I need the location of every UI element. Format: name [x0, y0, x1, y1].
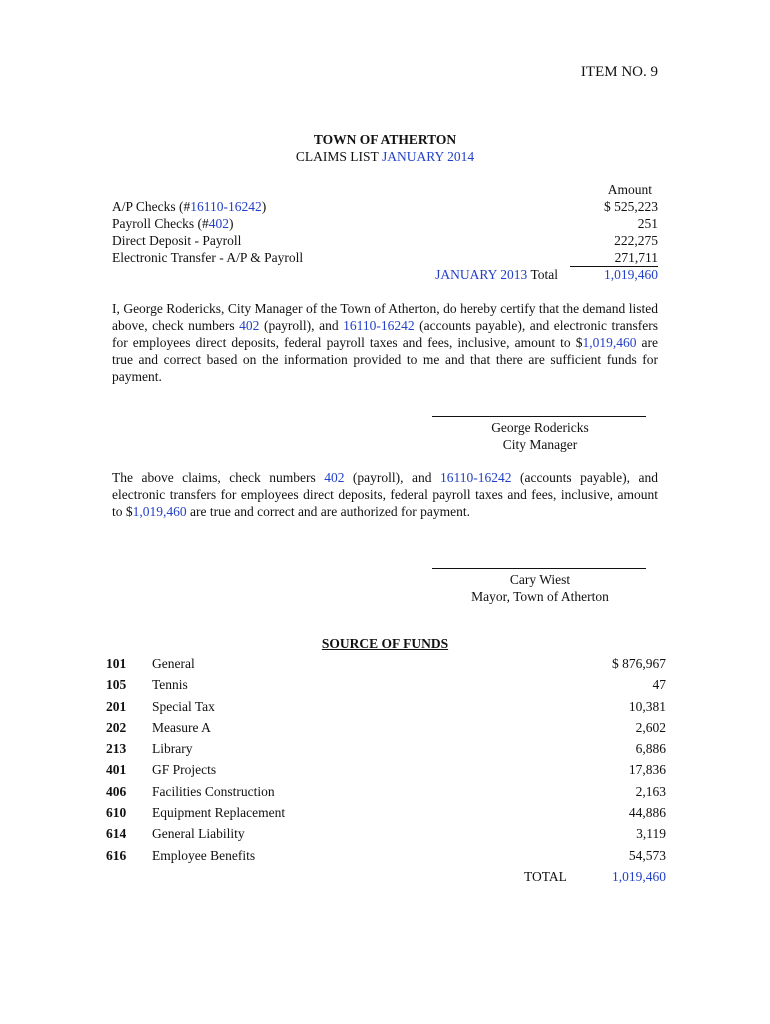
label-suffix: )	[261, 199, 267, 214]
approval-ref-ap: 16110-16242	[439, 470, 512, 485]
summary-label	[112, 215, 234, 232]
total-month: JANUARY 2013	[435, 267, 528, 282]
source-of-funds-title: SOURCE OF FUNDS	[321, 636, 449, 651]
fund-row	[106, 802, 666, 823]
approval-text-2: (payroll), and	[344, 470, 440, 485]
summary-total-row	[112, 266, 658, 283]
fund-row	[106, 845, 666, 866]
fund-row	[106, 674, 666, 695]
cert-text-1: I, George Rodericks, City Manager of the Town of Atherton, do hereby certify that the demand listed above, check numbers	[112, 301, 658, 333]
signature-name-manager: George Rodericks	[491, 420, 589, 435]
summary-amount: 222,275	[614, 233, 658, 248]
total-amount: 1,019,460	[570, 266, 658, 283]
total-word: Total	[527, 267, 558, 282]
fund-name: Employee Benefits	[152, 847, 256, 863]
summary-label: Direct Deposit - Payroll	[112, 233, 242, 248]
fund-name: Measure A	[152, 719, 211, 735]
summary-row-direct-deposit	[112, 232, 658, 249]
certification-paragraph	[112, 300, 658, 385]
fund-amount: 2,163	[635, 783, 666, 799]
fund-name: General	[152, 656, 195, 671]
fund-row	[106, 653, 666, 674]
signature-title-mayor: Mayor, Town of Atherton	[471, 589, 609, 604]
fund-code: 105	[106, 677, 127, 693]
fund-amount: 44,886	[628, 805, 666, 821]
summary-amount: 271,711	[614, 250, 658, 265]
fund-code: 101	[106, 656, 127, 671]
signature-line-mayor	[432, 568, 646, 569]
fund-amount: $ 876,967	[612, 656, 666, 671]
document-subtitle	[0, 148, 770, 165]
summary-amount: $ 525,223	[604, 199, 658, 214]
label-suffix: )	[229, 216, 234, 231]
fund-code: 213	[106, 741, 127, 757]
label-text: A/P Checks (#	[112, 199, 191, 214]
fund-amount: 3,119	[636, 826, 666, 842]
fund-row	[106, 823, 666, 844]
cert-text-4: are true and correct based on the information provided to me and that there are sufficient funds for payment.	[112, 335, 659, 384]
amount-header-row	[112, 181, 658, 198]
total-label	[435, 266, 558, 283]
fund-row	[106, 738, 666, 759]
fund-code: 401	[106, 762, 127, 778]
amount-header: Amount	[607, 182, 652, 197]
fund-amount: 54,573	[628, 847, 666, 863]
label-ref: 402	[208, 216, 229, 231]
fund-name: Equipment Replacement	[152, 805, 286, 821]
source-of-funds-table	[106, 653, 666, 887]
cert-ref-ap: 16110-16242	[343, 318, 415, 333]
cert-text-2: (payroll), and	[259, 318, 344, 333]
fund-name: Special Tax	[152, 698, 215, 714]
summary-label	[112, 198, 266, 215]
fund-name: General Liability	[152, 826, 245, 842]
approval-text-1: The above claims, check numbers	[112, 470, 325, 485]
fund-code: 406	[106, 783, 127, 799]
fund-name: GF Projects	[152, 762, 217, 778]
fund-total-amount: 1,019,460	[612, 868, 666, 884]
approval-text-3: (accounts payable), and electronic transfers for employees direct deposits, federal payroll taxes and fees, inclusive, amount to $	[112, 470, 658, 519]
fund-amount: 47	[652, 677, 666, 693]
cert-ref-payroll: 402	[239, 318, 260, 333]
summary-amount: 251	[637, 216, 658, 231]
fund-amount: 2,602	[635, 719, 666, 735]
approval-text-4: are true and correct and are authorized for payment.	[186, 504, 470, 519]
label-text: Payroll Checks (#	[112, 216, 209, 231]
fund-total-row	[106, 866, 666, 887]
signature-name-mayor: Cary Wiest	[509, 572, 571, 587]
fund-amount: 10,381	[628, 698, 666, 714]
claims-summary	[112, 181, 658, 283]
fund-code: 616	[106, 847, 127, 863]
subtitle-prefix: CLAIMS LIST	[295, 149, 382, 164]
fund-code: 202	[106, 719, 127, 735]
fund-row	[106, 717, 666, 738]
fund-row	[106, 759, 666, 780]
approval-ref-payroll: 402	[324, 470, 345, 485]
summary-row-ap-checks	[112, 198, 658, 215]
fund-amount: 6,886	[635, 741, 666, 757]
fund-name: Tennis	[152, 677, 188, 693]
document-title: TOWN OF ATHERTON	[313, 132, 457, 147]
fund-amount: 17,836	[628, 762, 666, 778]
summary-row-electronic-transfer	[112, 249, 658, 266]
label-ref: 16110-16242	[190, 199, 262, 214]
fund-name: Facilities Construction	[152, 783, 275, 799]
fund-name: Library	[152, 741, 193, 757]
item-number: ITEM NO. 9	[580, 64, 658, 80]
cert-ref-amount: 1,019,460	[582, 335, 637, 350]
fund-code: 610	[106, 805, 127, 821]
fund-row	[106, 696, 666, 717]
subtitle-month: JANUARY 2014	[381, 149, 475, 164]
summary-row-payroll-checks	[112, 215, 658, 232]
fund-total-label: TOTAL	[524, 868, 567, 884]
signature-title-manager: City Manager	[502, 437, 578, 452]
approval-paragraph	[112, 469, 658, 520]
signature-line-manager	[432, 416, 646, 417]
fund-row	[106, 781, 666, 802]
fund-code: 614	[106, 826, 127, 842]
summary-label: Electronic Transfer - A/P & Payroll	[112, 250, 304, 265]
fund-code: 201	[106, 698, 127, 714]
approval-ref-amount: 1,019,460	[132, 504, 187, 519]
cert-text-3: (accounts payable), and electronic transfers for employees direct deposits, federal payroll taxes and fees, inclusive, amount to $	[112, 318, 659, 350]
